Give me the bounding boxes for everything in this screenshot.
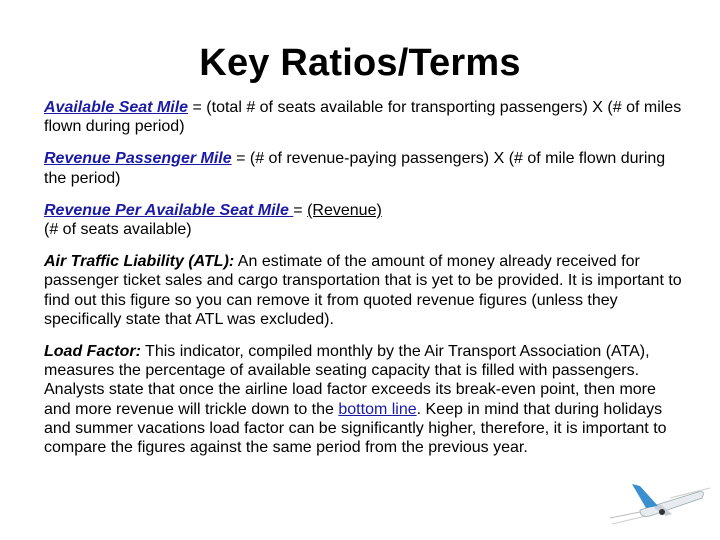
- equals-sign: =: [188, 99, 207, 116]
- term-definition: (# of revenue-paying passengers) X (# of mile flown during the period): [44, 150, 666, 187]
- term-air-traffic-liability: [44, 252, 684, 329]
- formula-denominator: (# of seats available): [44, 221, 192, 239]
- term-label[interactable]: Revenue Per Available Seat Mile: [44, 201, 294, 219]
- term-definition: An estimate of the amount of money already received for passenger ticket sales and cargo transportation that is yet to be provided. It is important to find out this figure so you can remove it from quoted revenue figures (unless they specifically state that ATL was excluded).: [44, 253, 682, 328]
- term-definition: This indicator, compiled monthly by the Air Transport Association (ATA), measures the percentage of available seating capacity that is filled with passengers. Analysts state that once the airline load factor exceeds its break-even point, then more and more revenue will trickle down to the: [44, 343, 656, 418]
- term-label: Load Factor:: [44, 343, 141, 361]
- term-load-factor: [44, 342, 684, 457]
- term-label: Air Traffic Liability (ATL):: [44, 253, 235, 271]
- equals-sign: =: [231, 150, 250, 168]
- term-label[interactable]: Revenue Passenger Mile: [44, 150, 232, 168]
- term-rasm: [44, 201, 684, 239]
- slide-title: Key Ratios/Terms: [199, 42, 521, 84]
- terms-list: [44, 98, 684, 470]
- term-label[interactable]: Available Seat Mile: [44, 99, 189, 116]
- formula-numerator: (Revenue): [307, 201, 382, 219]
- airplane-icon: [610, 478, 710, 528]
- equals-sign: =: [293, 201, 308, 219]
- term-definition: (total # of seats available for transporting passengers) X (# of miles flown during period): [44, 99, 682, 136]
- bottom-line-link[interactable]: bottom line: [338, 400, 417, 418]
- term-definition-continued: . Keep in mind that during holidays and summer vacations load factor can be significantly higher, therefore, it is important to compare the figures against the same period from the previous year.: [44, 400, 667, 457]
- term-available-seat-mile: [44, 98, 684, 136]
- term-revenue-passenger-mile: [44, 149, 684, 187]
